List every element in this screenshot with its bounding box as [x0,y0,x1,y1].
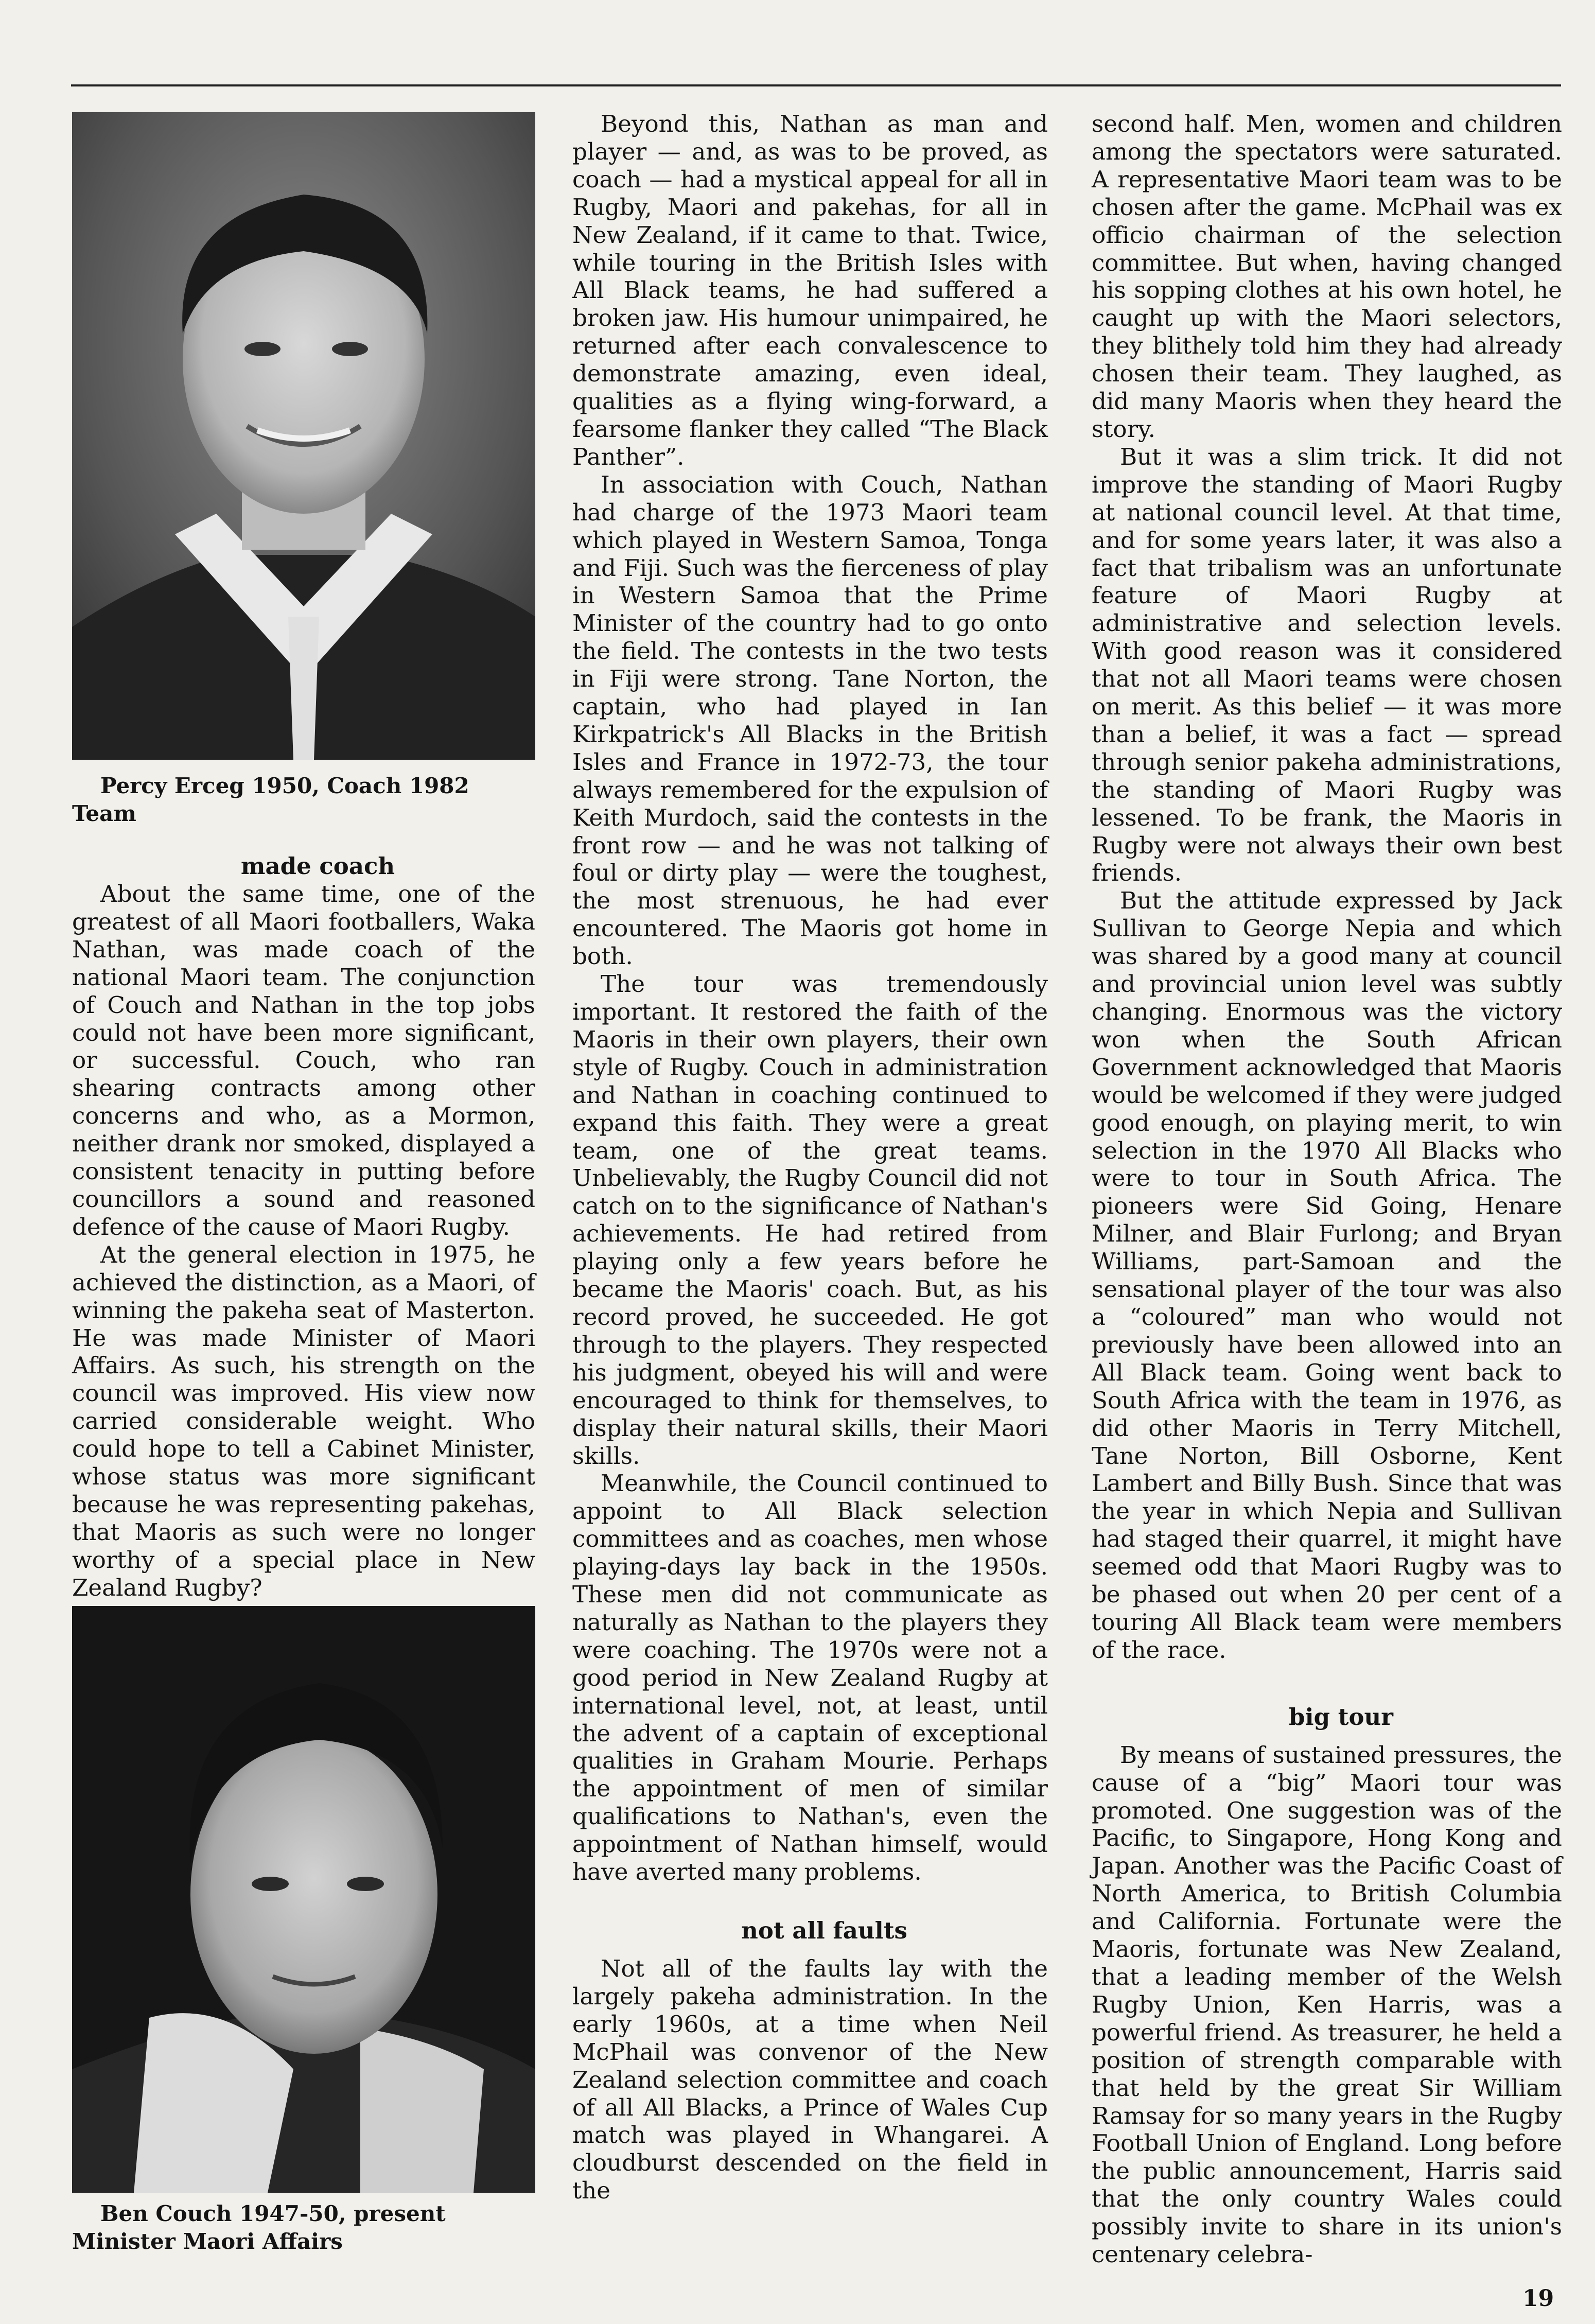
top-rule [71,84,1561,86]
paragraph: By means of sustained pressures, the cause of a “big” Maori tour was promoted. One suggestion was of the Pacific, to Singapore, Hong Kong and Japan. Another was the Pacific Coast of North America, to British Columbia and California. Fortunate were the Maoris, fortunate was New Zealand, that a leading member of the Welsh Rugby Union, Ken Harris, was a powerful friend. As treasurer, he held a position of strength comparable with that held by the great Sir William Ramsay for so many years in the Rugby Football Union of England. Long before the public announcement, Harris said that the only country Wales could possibly invite to share in its union's centenary celebra- [1092,1741,1562,2268]
paragraph: Meanwhile, the Council continued to appoint to All Black selection committees and as coaches, men whose playing-days lay back in the 1950s. These men did not communicate as naturally as Nathan to the players they were coaching. The 1970s were not a good period in New Zealand Rugby at international level, not, at least, until the advent of a captain of exceptional qualities in Graham Mourie. Perhaps the appointment of men of similar qualifications to Nathan's, even the appointment of Nathan himself, would have averted many problems. [572,1470,1048,1886]
paragraph: Beyond this, Nathan as man and player — and, as was to be proved, as coach — had a mystical appeal for all in Rugby, Maori and pakehas, for all in New Zealand, if it came to that. Twice, while touring in the British Isles with All Black teams, he had suffered a broken jaw. His humour unimpaired, he returned after each convalescence to demonstrate amazing, even ideal, qualities as a flying wing-forward, a fearsome flanker they called “The Black Panther”. [572,110,1048,470]
paragraph: In association with Couch, Nathan had charge of the 1973 Maori team which played in Western Samoa, Tonga and Fiji. Such was the fierceness of play in Western Samoa that the Prime Minister of the country had to go onto the field. The contests in the two tests in Fiji were strong. Tane Norton, the captain, who had played in Ian Kirkpatrick's All Blacks in the British Isles and France in 1972-73, the tour always remembered for the expulsion of Keith Murdoch, said the contests in the front row — and he was not talking of foul or dirty play — were the toughest, the most strenuous, he had ever encountered. The Maoris got home in both. [572,470,1048,970]
portrait-image [72,112,535,760]
heading-big-tour: big tour [1289,1703,1393,1731]
paragraph: Not all of the faults lay with the largely pakeha administration. In the early 1960s, at a time when Neil McPhail was convenor of the New Zealand selection committee and coach of all All Blacks, a Prince of Wales Cup match was played in Whangarei. A cloudburst descended on the field in the [572,1955,1048,2205]
photo-caption-2: Ben Couch 1947-50, present Minister Maori Affairs [72,2200,446,2254]
photo-percy-erceg [72,112,535,760]
column-2 [572,110,1048,2205]
portrait-image [72,1606,535,2193]
column-1 [72,112,535,2256]
column-3 [1092,110,1562,2268]
page-number: 19 [1522,2285,1554,2312]
paragraph: At the general election in 1975, he achieved the distinction, as a Maori, of winning the pakeha seat of Masterton. He was made Minister of Maori Affairs. As such, his strength on the council was improved. His view now carried considerable weight. Who could hope to tell a Cabinet Minister, whose status was more significant because he was representing pakehas, that Maoris as such were no longer worthy of a special place in New Zealand Rugby? [72,1240,535,1601]
paragraph: But the attitude expressed by Jack Sullivan to George Nepia and which was shared by a good many at council and provincial union level was subtly changing. Enormous was the victory won when the South African Government acknowledged that Maoris would be welcomed if they were judged good enough, on playing merit, to win selection in the 1970 All Blacks who were to tour in South Africa. The pioneers were Sid Going, Henare Milner, and Blair Furlong; and Bryan Williams, part-Samoan and the sensational player of the tour was also a “coloured” man who would not previously have been allowed into an All Black team. Going went back to South Africa with the team in 1976, as did other Maoris in Terry Mitchell, Tane Norton, Bill Osborne, Kent Lambert and Billy Bush. Since that was the year in which Nepia and Sullivan had staged their quarrel, it might have seemed odd that Maori Rugby was to be phased out when 20 per cent of a touring All Black team were members of the race. [1092,887,1562,1664]
heading-made-coach: made coach [240,852,395,880]
photo-ben-couch [72,1606,535,2193]
paragraph: But it was a slim trick. It did not improve the standing of Maori Rugby at national council level. At that time, and for some years later, it was also a fact that tribalism was an unfortunate feature of Maori Rugby at administrative and selection levels. With good reason was it considered that not all Maori teams were chosen on merit. As this belief — it was more than a belief, it was a fact — spread through senior pakeha administrations, the standing of Maori Rugby was lessened. To be frank, the Maoris in Rugby were not always their own best friends. [1092,443,1562,887]
paragraph: second half. Men, women and children among the spectators were saturated. A representative Maori team was to be chosen after the game. McPhail was ex officio chairman of the selection committee. But when, having changed his sopping clothes at his own hotel, he caught up with the Maori selectors, they blithely told him they had already chosen their team. They laughed, as did many Maoris when they heard the story. [1092,110,1562,443]
heading-not-all-faults: not all faults [741,1917,907,1944]
photo-caption-1: Percy Erceg 1950, Coach 1982 Team [72,773,469,826]
paragraph: The tour was tremendously important. It restored the faith of the Maoris in their own players, their own style of Rugby. Couch in administration and Nathan in coaching continued to expand this faith. They were a great team, one of the great teams. Unbelievably, the Rugby Council did not catch on to the significance of Nathan's achievements. He had retired from playing only a few years before he became the Maoris' coach. But, as his record proved, he succeeded. He got through to the players. They respected his judgment, obeyed his will and were encouraged to think for themselves, to display their natural skills, their Maori skills. [572,970,1048,1470]
paragraph: About the same time, one of the greatest of all Maori footballers, Waka Nathan, was made coach of the national Maori team. The conjunction of Couch and Nathan in the top jobs could not have been more significant, or successful. Couch, who ran shearing contracts among other concerns and who, as a Mormon, neither drank nor smoked, displayed a consistent tenacity in putting before councillors a sound and reasoned defence of the cause of Maori Rugby. [72,880,535,1240]
